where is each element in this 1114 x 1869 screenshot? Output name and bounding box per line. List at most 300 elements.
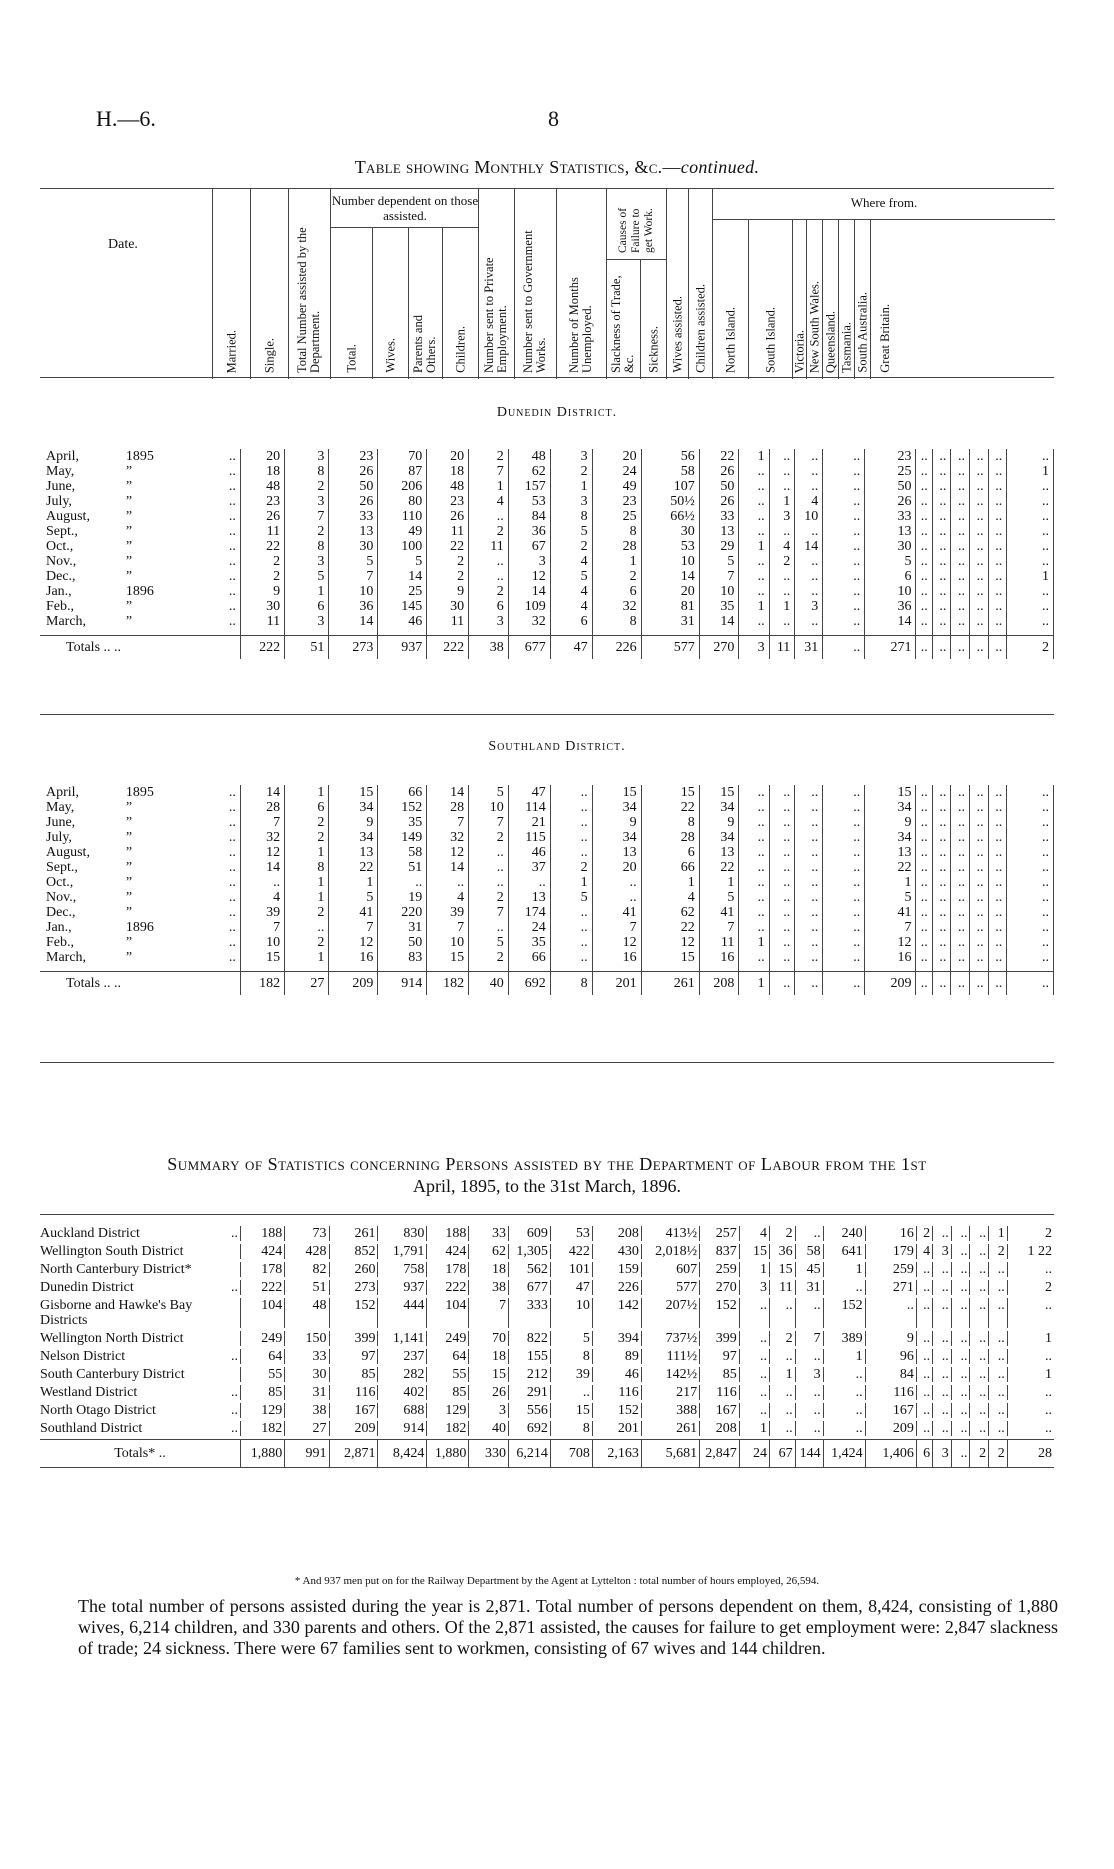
value-cell: 25 [865, 464, 916, 479]
page-number: 8 [548, 106, 559, 131]
value-cell: .. [951, 815, 970, 830]
value-cell: .. [970, 1331, 989, 1346]
value-cell: .. [951, 920, 970, 935]
value-cell: 33 [699, 509, 739, 524]
value-cell: 208 [700, 1421, 740, 1436]
value-cell: .. [916, 845, 932, 860]
value-cell: .. [916, 875, 932, 890]
value-cell: 22 [699, 449, 739, 464]
value-cell: 822 [508, 1331, 550, 1346]
value-cell: 7 [427, 815, 469, 830]
value-cell: .. [378, 875, 427, 890]
value-cell: .. [988, 785, 1007, 800]
total-cell: .. [823, 972, 865, 996]
value-cell: .. [550, 785, 592, 800]
value-cell: .. [988, 815, 1007, 830]
total-cell: 209 [865, 972, 916, 996]
value-cell: 240 [823, 1226, 865, 1241]
value-cell: 26 [329, 494, 378, 509]
leader-cell: .. [228, 599, 236, 614]
value-cell: .. [932, 584, 951, 599]
value-cell: .. [951, 1298, 970, 1328]
leader-cell: .. [228, 935, 236, 950]
value-cell: .. [769, 830, 795, 845]
value-cell: 4 [469, 494, 509, 509]
value-cell: 562 [508, 1262, 550, 1277]
value-cell: 4 [550, 554, 592, 569]
year-cell: ” [125, 905, 133, 920]
total-cell: 692 [508, 972, 550, 996]
value-cell: .. [916, 815, 932, 830]
value-cell: 5 [378, 554, 427, 569]
value-cell: 85 [240, 1385, 284, 1400]
col-govt: Number sent to Government Works. [514, 189, 556, 379]
value-cell: 182 [240, 1421, 284, 1436]
value-cell: 41 [592, 905, 641, 920]
value-cell: 12 [508, 569, 550, 584]
value-cell: 1 [769, 494, 795, 509]
value-cell: 81 [641, 599, 699, 614]
value-cell: 577 [641, 1280, 699, 1295]
value-cell: 10 [240, 935, 284, 950]
value-cell: 7 [469, 464, 509, 479]
value-cell: 424 [240, 1244, 284, 1259]
value-cell: 33 [329, 509, 378, 524]
value-cell: .. [969, 524, 988, 539]
value-cell: .. [916, 1331, 932, 1346]
value-cell: 14 [795, 539, 823, 554]
value-cell: .. [988, 614, 1007, 636]
value-cell: 444 [378, 1298, 427, 1328]
value-cell: .. [823, 1367, 865, 1382]
value-cell: .. [988, 569, 1007, 584]
value-cell: .. [739, 614, 769, 636]
year-cell: 1895 [125, 785, 154, 800]
leader-cell: .. [228, 494, 236, 509]
value-cell: .. [795, 614, 823, 636]
col-tasmania: Tasmania. [838, 219, 854, 379]
year-cell: ” [125, 845, 133, 860]
total-cell: 182 [240, 972, 284, 996]
value-cell: 413½ [641, 1226, 699, 1241]
total-cell: 2 [989, 1439, 1008, 1467]
value-cell: 9 [699, 815, 739, 830]
value-cell: .. [739, 569, 769, 584]
table-row [40, 845, 1054, 860]
value-cell: .. [1007, 830, 1054, 845]
value-cell: .. [823, 479, 865, 494]
total-cell: 271 [865, 636, 916, 660]
value-cell: 15 [240, 950, 284, 972]
value-cell: .. [823, 1280, 865, 1295]
value-cell: .. [1007, 509, 1054, 524]
value-cell: 220 [378, 905, 427, 920]
value-cell: .. [988, 449, 1007, 464]
value-cell: 259 [865, 1262, 916, 1277]
district-label: South Canterbury District [40, 1367, 185, 1382]
value-cell: 23 [865, 449, 916, 464]
value-cell: .. [988, 539, 1007, 554]
value-cell: 10 [427, 935, 469, 950]
value-cell: 22 [427, 539, 469, 554]
value-cell: .. [823, 860, 865, 875]
year-cell: ” [125, 539, 133, 554]
value-cell: .. [739, 860, 769, 875]
value-cell: 5 [550, 890, 592, 905]
year-cell: ” [125, 524, 133, 539]
value-cell: .. [916, 554, 932, 569]
value-cell: 47 [508, 785, 550, 800]
total-cell: 1,880 [240, 1439, 284, 1467]
total-cell: 937 [378, 636, 427, 660]
value-cell: .. [916, 584, 932, 599]
value-cell: .. [932, 554, 951, 569]
month-cell: Feb., [46, 599, 74, 614]
district-label: Wellington South District [40, 1244, 184, 1259]
totals-row [40, 1439, 1054, 1467]
value-cell: 155 [508, 1349, 550, 1364]
value-cell: 48 [240, 479, 284, 494]
value-cell: 41 [699, 905, 739, 920]
value-cell: .. [739, 875, 769, 890]
value-cell: .. [932, 875, 951, 890]
value-cell: 222 [240, 1280, 284, 1295]
value-cell: 249 [240, 1331, 284, 1346]
table-row [40, 830, 1054, 845]
value-cell: 20 [592, 860, 641, 875]
value-cell: 24 [508, 920, 550, 935]
value-cell: 212 [508, 1367, 550, 1382]
value-cell: 34 [329, 830, 378, 845]
value-cell: 35 [699, 599, 739, 614]
value-cell: 40 [469, 1421, 509, 1436]
value-cell: 1 [329, 875, 378, 890]
value-cell: 217 [641, 1385, 699, 1400]
col-dependent-group: Number dependent on those assisted. [330, 189, 478, 379]
value-cell: 47 [550, 1280, 592, 1295]
value-cell: 15 [739, 1244, 769, 1259]
value-cell: 14 [865, 614, 916, 636]
value-cell: .. [951, 599, 970, 614]
value-cell: 31 [795, 1280, 823, 1295]
total-cell: .. [916, 636, 932, 660]
value-cell: 66½ [641, 509, 699, 524]
value-cell: .. [969, 875, 988, 890]
value-cell: 2 [469, 584, 509, 599]
leader-cell: .. [230, 1226, 238, 1241]
value-cell: .. [795, 950, 823, 972]
value-cell: 2 [550, 464, 592, 479]
value-cell: 152 [329, 1298, 378, 1328]
table-row [40, 1226, 1054, 1241]
value-cell: 1 [739, 539, 769, 554]
district-label: Auckland District [40, 1226, 140, 1241]
value-cell: 85 [329, 1367, 378, 1382]
value-cell: 23 [592, 494, 641, 509]
value-cell: 10 [865, 584, 916, 599]
table-row [40, 554, 1054, 569]
month-cell: Sept., [46, 524, 78, 539]
value-cell: .. [739, 815, 769, 830]
value-cell: .. [951, 524, 970, 539]
value-cell: 7 [865, 920, 916, 935]
value-cell: 26 [699, 494, 739, 509]
value-cell: .. [823, 1385, 865, 1400]
value-cell: 209 [865, 1421, 916, 1436]
col-slackness: Slackness of Trade, &c. [606, 259, 640, 379]
value-cell: 20 [592, 449, 641, 464]
value-cell: .. [933, 1421, 952, 1436]
value-cell: 7 [469, 815, 509, 830]
value-cell: 2 [769, 554, 795, 569]
value-cell: 16 [865, 950, 916, 972]
value-cell: .. [769, 614, 795, 636]
value-cell: .. [933, 1262, 952, 1277]
value-cell: 179 [865, 1244, 916, 1259]
value-cell: 96 [865, 1349, 916, 1364]
value-cell: 1 [550, 479, 592, 494]
value-cell: .. [1007, 815, 1054, 830]
value-cell: 182 [427, 1421, 469, 1436]
value-cell: .. [795, 479, 823, 494]
col-victoria: Victoria. [792, 219, 806, 379]
table-row [40, 584, 1054, 599]
year-cell: 1896 [125, 584, 154, 599]
value-cell: 31 [641, 614, 699, 636]
value-cell: 5 [699, 554, 739, 569]
value-cell: 58 [795, 1244, 823, 1259]
value-cell: 23 [329, 449, 378, 464]
leader-cell: .. [228, 950, 236, 965]
leader-cell: .. [228, 479, 236, 494]
total-cell: 11 [769, 636, 795, 660]
value-cell: .. [969, 815, 988, 830]
value-cell: 150 [285, 1331, 329, 1346]
table-row [40, 875, 1054, 890]
value-cell: 4 [916, 1244, 932, 1259]
value-cell: 7 [329, 920, 378, 935]
value-cell: .. [988, 509, 1007, 524]
value-cell: 3 [550, 449, 592, 464]
value-cell: 22 [240, 539, 284, 554]
value-cell: 22 [865, 860, 916, 875]
value-cell: .. [916, 1262, 932, 1277]
value-cell: 226 [592, 1280, 641, 1295]
value-cell: .. [240, 875, 284, 890]
value-cell: .. [916, 950, 932, 972]
value-cell: .. [969, 479, 988, 494]
value-cell: 8 [285, 464, 329, 479]
value-cell: 4 [240, 890, 284, 905]
district-label: North Canterbury District* [40, 1262, 192, 1277]
value-cell: .. [932, 815, 951, 830]
value-cell: .. [739, 509, 769, 524]
value-cell: .. [933, 1226, 952, 1241]
district-label: North Otago District [40, 1403, 156, 1418]
value-cell: 5 [865, 554, 916, 569]
value-cell: .. [739, 554, 769, 569]
value-cell: 237 [378, 1349, 427, 1364]
dunedin-section-title: Dunedin District. [496, 405, 618, 420]
value-cell: .. [969, 509, 988, 524]
value-cell: 2 [285, 479, 329, 494]
value-cell: .. [951, 509, 970, 524]
value-cell: 2 [469, 449, 509, 464]
value-cell: .. [916, 860, 932, 875]
value-cell: 50 [329, 479, 378, 494]
value-cell: .. [969, 785, 988, 800]
value-cell: .. [988, 875, 1007, 890]
value-cell: .. [795, 815, 823, 830]
value-cell: 607 [641, 1262, 699, 1277]
year-cell: ” [125, 860, 133, 875]
value-cell: 5 [550, 524, 592, 539]
leader-cell: .. [228, 785, 236, 800]
value-cell: .. [916, 890, 932, 905]
value-cell: 20 [641, 584, 699, 599]
value-cell: 116 [329, 1385, 378, 1400]
value-cell: .. [951, 785, 970, 800]
value-cell: 10 [329, 584, 378, 599]
total-cell: 51 [285, 636, 329, 660]
value-cell: .. [508, 875, 550, 890]
value-cell: 23 [427, 494, 469, 509]
value-cell: .. [770, 1421, 796, 1436]
table-row [40, 614, 1054, 636]
value-cell: .. [933, 1280, 952, 1295]
value-cell: 2 [1007, 1280, 1054, 1295]
table-row [40, 464, 1054, 479]
value-cell: .. [988, 845, 1007, 860]
value-cell: 58 [378, 845, 427, 860]
value-cell: 9 [865, 1331, 916, 1346]
value-cell: 174 [508, 905, 550, 920]
value-cell: 84 [865, 1367, 916, 1382]
value-cell: 11 [427, 614, 469, 636]
value-cell: 83 [378, 950, 427, 972]
value-cell: 142½ [641, 1367, 699, 1382]
value-cell: .. [795, 1385, 823, 1400]
value-cell: 10 [641, 554, 699, 569]
value-cell: 8 [550, 1349, 592, 1364]
value-cell: 114 [508, 800, 550, 815]
value-cell: 116 [592, 1385, 641, 1400]
value-cell: 1 [469, 479, 509, 494]
leader-cell: .. [228, 890, 236, 905]
value-cell: 257 [700, 1226, 740, 1241]
total-cell: 40 [469, 972, 509, 996]
month-cell: April, [46, 785, 80, 800]
value-cell: 2 [240, 569, 284, 584]
col-south-australia: South Australia. [854, 219, 870, 379]
value-cell: 28 [240, 800, 284, 815]
table-row [40, 1385, 1054, 1400]
value-cell: 5 [469, 785, 509, 800]
value-cell: .. [823, 845, 865, 860]
value-cell: .. [739, 905, 769, 920]
value-cell: .. [916, 539, 932, 554]
value-cell: .. [795, 1421, 823, 1436]
value-cell: .. [916, 614, 932, 636]
value-cell: .. [932, 494, 951, 509]
value-cell: 7 [469, 1298, 509, 1328]
value-cell: 14 [699, 614, 739, 636]
col-children: Children. [442, 227, 478, 379]
leader-cell [215, 1298, 241, 1328]
district-label: Nelson District [40, 1349, 126, 1364]
value-cell: 32 [592, 599, 641, 614]
value-cell: 89 [592, 1349, 641, 1364]
value-cell: .. [795, 1403, 823, 1418]
value-cell: .. [969, 554, 988, 569]
value-cell: 46 [508, 845, 550, 860]
value-cell: .. [795, 860, 823, 875]
value-cell: 208 [592, 1226, 641, 1241]
value-cell: 22 [641, 920, 699, 935]
value-cell: 97 [329, 1349, 378, 1364]
col-single: Single. [250, 189, 288, 379]
value-cell: 688 [378, 1403, 427, 1418]
total-cell: 222 [240, 636, 284, 660]
value-cell: 45 [795, 1262, 823, 1277]
total-cell: 47 [550, 636, 592, 660]
value-cell: .. [592, 875, 641, 890]
value-cell: 2 [989, 1244, 1008, 1259]
value-cell: .. [969, 800, 988, 815]
value-cell: 428 [285, 1244, 329, 1259]
value-cell: 1 [1007, 1331, 1054, 1346]
value-cell: .. [951, 905, 970, 920]
value-cell: 53 [641, 539, 699, 554]
value-cell: 129 [427, 1403, 469, 1418]
leader-cell: .. [230, 1421, 238, 1436]
value-cell: 28 [592, 539, 641, 554]
value-cell: .. [769, 845, 795, 860]
value-cell: .. [932, 479, 951, 494]
value-cell: 10 [699, 584, 739, 599]
value-cell: .. [933, 1403, 952, 1418]
value-cell: 6 [285, 599, 329, 614]
value-cell: 30 [865, 539, 916, 554]
total-cell: .. [951, 1439, 970, 1467]
district-label: Dunedin District [40, 1280, 134, 1295]
value-cell: .. [1007, 950, 1054, 972]
table-row [40, 449, 1054, 464]
value-cell: 16 [699, 950, 739, 972]
value-cell: 53 [508, 494, 550, 509]
year-cell: ” [125, 554, 133, 569]
value-cell: 2 [285, 905, 329, 920]
value-cell: .. [469, 845, 509, 860]
value-cell: .. [988, 584, 1007, 599]
total-cell: .. [916, 972, 932, 996]
leader-cell: .. [228, 875, 236, 890]
value-cell: 13 [865, 524, 916, 539]
value-cell: 8 [592, 614, 641, 636]
value-cell: 152 [592, 1403, 641, 1418]
value-cell: 11 [240, 614, 284, 636]
value-cell: 2 [469, 830, 509, 845]
value-cell: .. [795, 920, 823, 935]
table-row [40, 539, 1054, 554]
value-cell: 32 [240, 830, 284, 845]
value-cell: 15 [329, 785, 378, 800]
value-cell: .. [1007, 1298, 1054, 1328]
value-cell: .. [1007, 1349, 1054, 1364]
totals-label: Totals* .. [40, 1439, 240, 1467]
value-cell: 80 [378, 494, 427, 509]
value-cell: .. [951, 1280, 970, 1295]
